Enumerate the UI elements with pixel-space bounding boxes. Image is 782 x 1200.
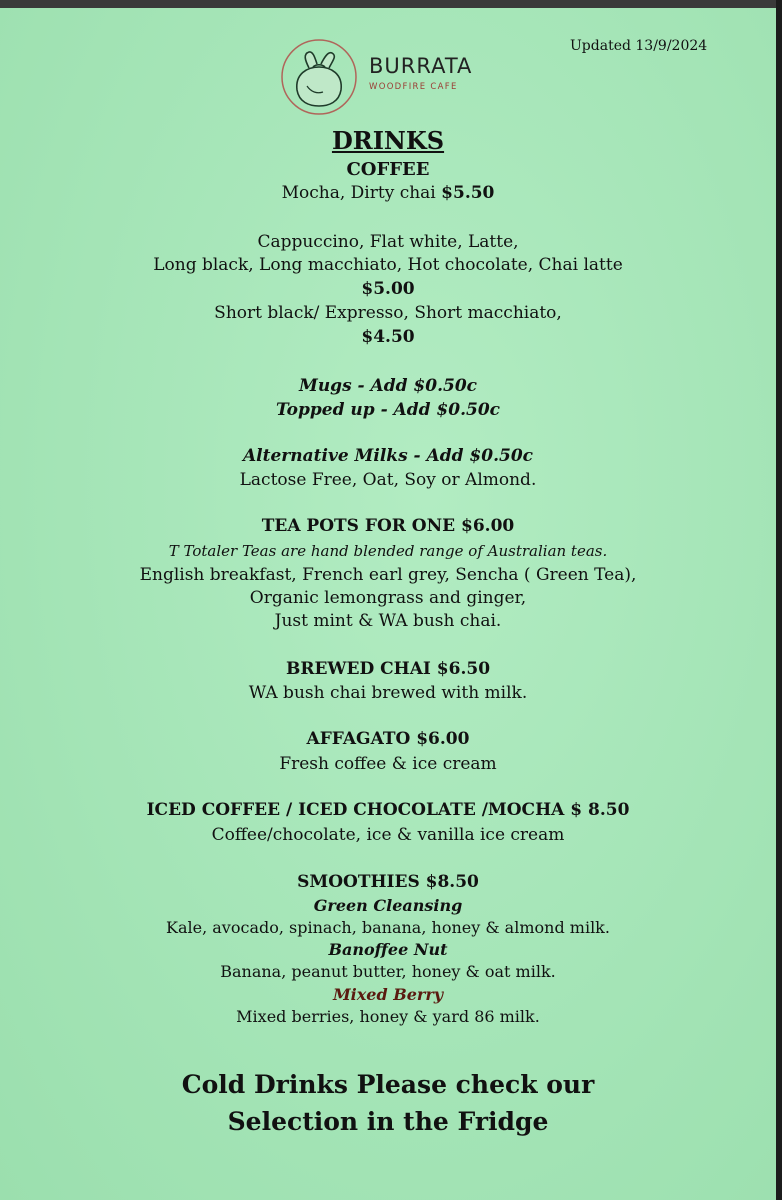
chai-heading: BREWED CHAI $6.50	[285, 659, 491, 679]
cold-drinks-line-1: Cold Drinks Please check our	[181, 1070, 595, 1099]
coffee-line-2: Cappuccino, Flat white, Latte,	[257, 232, 519, 252]
tea-line-3: Just mint & WA bush chai.	[274, 611, 502, 631]
page-title: DRINKS	[331, 126, 445, 155]
coffee-line-4: Short black/ Expresso, Short macchiato,	[214, 303, 562, 323]
photo-border-top	[0, 0, 782, 8]
menu-sheet	[0, 8, 776, 1200]
smoothie-green-desc: Kale, avocado, spinach, banana, honey & almond milk.	[166, 918, 610, 937]
coffee-line-1	[0, 183, 776, 203]
mugs-addon: Mugs - Add $0.50c	[299, 376, 477, 396]
burrata-logo-icon	[279, 34, 359, 120]
smoothie-berry-name: Mixed Berry	[332, 985, 444, 1004]
smoothie-berry-desc: Mixed berries, honey & yard 86 milk.	[236, 1007, 540, 1026]
brand-subtitle: WOODFIRE CAFE	[369, 82, 458, 92]
iced-heading: ICED COFFEE / ICED CHOCOLATE /MOCHA $ 8.50	[146, 800, 630, 820]
smoothie-banoffee-name: Banoffee Nut	[328, 940, 448, 959]
affagato-heading: AFFAGATO $6.00	[306, 729, 470, 749]
smoothies-heading: SMOOTHIES $8.50	[297, 872, 479, 892]
alt-milks-addon: Alternative Milks - Add $0.50c	[242, 446, 533, 466]
coffee-line-1-items: Mocha, Dirty chai	[281, 183, 442, 203]
tea-line-2: Organic lemongrass and ginger,	[249, 588, 527, 608]
coffee-price-2: $5.00	[361, 279, 415, 299]
brand-name: BURRATA	[369, 54, 473, 78]
coffee-line-1-price: $5.50	[441, 183, 495, 203]
coffee-heading: COFFEE	[346, 159, 430, 180]
photo-border-right	[776, 0, 782, 1200]
smoothie-green-name: Green Cleansing	[313, 896, 463, 915]
coffee-price-3: $4.50	[361, 327, 415, 347]
iced-desc: Coffee/chocolate, ice & vanilla ice cream	[211, 825, 565, 845]
coffee-line-3: Long black, Long macchiato, Hot chocolate, Chai latte	[153, 255, 623, 275]
affagato-desc: Fresh coffee & ice cream	[279, 754, 497, 774]
alt-milks-desc: Lactose Free, Oat, Soy or Almond.	[239, 470, 537, 490]
tea-heading: TEA POTS FOR ONE $6.00	[261, 516, 515, 536]
cold-drinks-line-2: Selection in the Fridge	[227, 1107, 549, 1136]
tea-note: T Totaler Teas are hand blended range of Australian teas.	[168, 542, 608, 560]
tea-line-1: English breakfast, French earl grey, Sencha ( Green Tea),	[139, 565, 637, 585]
smoothie-banoffee-desc: Banana, peanut butter, honey & oat milk.	[220, 962, 556, 981]
updated-date: Updated 13/9/2024	[570, 38, 708, 54]
chai-desc: WA bush chai brewed with milk.	[248, 683, 528, 703]
topped-up-addon: Topped up - Add $0.50c	[275, 400, 501, 420]
